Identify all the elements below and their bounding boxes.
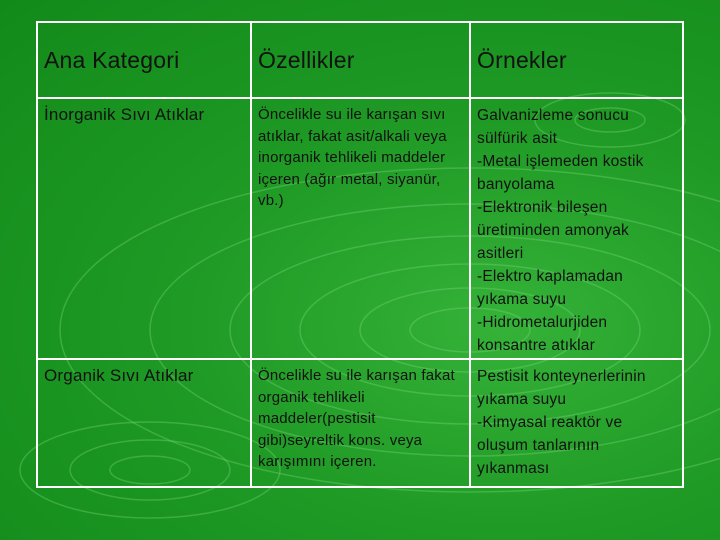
example-item: Galvanizleme sonucu sülfürik asit — [477, 107, 629, 147]
examples-cell — [470, 98, 683, 359]
example-item: -Elektronik bileşen üretiminden amonyak asitleri — [477, 199, 629, 262]
example-item: -Elektro kaplamadan yıkama suyu — [477, 268, 623, 308]
table-header-row — [37, 22, 683, 98]
features-cell: Öncelikle su ile karışan sıvı atıklar, fakat asit/alkali veya inorganik tehlikeli maddeler içeren (ağır metal, siyanür, vb.) — [251, 98, 470, 359]
example-item: Pestisit konteynerlerinin yıkama suyu — [477, 368, 646, 408]
category-cell: İnorganik Sıvı Atıklar — [37, 98, 251, 359]
header-cell-features: Özellikler — [251, 22, 470, 98]
header-cell-examples: Örnekler — [470, 22, 683, 98]
example-item: -Hidrometalurjiden konsantre atıklar — [477, 314, 608, 354]
example-item: -Kimyasal reaktör ve oluşum tanlarının yıkanması — [477, 414, 623, 477]
table-row — [37, 98, 683, 359]
examples-cell — [470, 359, 683, 487]
features-cell: Öncelikle su ile karışan fakat organik tehlikeli maddeler(pestisit gibi)seyreltik kons. veya karışımını içeren. — [251, 359, 470, 487]
category-table — [36, 21, 684, 488]
header-cell-category: Ana Kategori — [37, 22, 251, 98]
table-row — [37, 359, 683, 487]
category-cell: Organik Sıvı Atıklar — [37, 359, 251, 487]
example-item: -Metal işlemeden kostik banyolama — [477, 153, 644, 193]
